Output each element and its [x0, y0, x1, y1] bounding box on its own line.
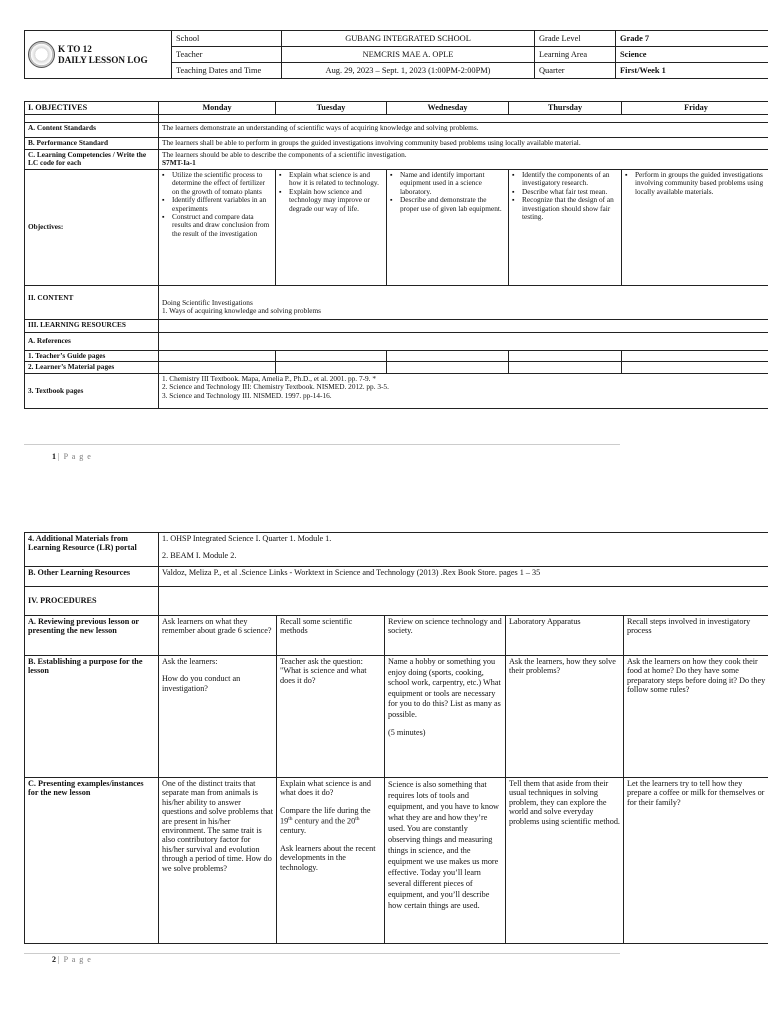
textbook-pages-label: 3. Textbook pages	[25, 373, 159, 408]
competency-text: The learners should be able to describe the components of a scientific investigation.	[162, 150, 407, 159]
list-item: ▪ Perform in groups the guided investigations involving community based problems using locally available materials.	[625, 171, 767, 196]
competency-code: S7MT-Ia-1	[162, 158, 196, 168]
references-label: A. References	[25, 333, 159, 351]
purpose-label: B. Establishing a purpose for the lesson	[25, 656, 159, 778]
page-label: | P a g e	[58, 955, 92, 964]
performance-standard-label: B. Performance Standard	[25, 138, 159, 150]
presenting-monday: One of the distinct traits that separate man from animals is his/her ability to answer questions and solve problems that are present in his/her environment. The same trait is also contributory factor for his/her survival and evolution through a period of time. How do we solve problems?	[159, 778, 277, 944]
school-label: School	[172, 31, 282, 47]
purpose-wednesday-text: Name a hobby or something you enjoy doing (sports, cooking, school work, carpentry, etc.) What equipment or tools are necessary for you to do this? List as many as possible.	[388, 657, 501, 719]
additional-line1: 1. OHSP Integrated Science I. Quarter 1. Module 1.	[162, 534, 332, 543]
objectives-table	[24, 101, 768, 409]
lm-pages-label: 2. Learner’s Material pages	[25, 362, 159, 373]
textbook-line: 1. Chemistry III Textbook. Mapa, Amelia P., Ph.D., et al. 2001. pp. 7-9. *	[162, 373, 376, 383]
objectives-thursday	[509, 170, 622, 286]
purpose-monday-line1: Ask the learners:	[162, 657, 218, 666]
procedures-heading: IV. PROCEDURES	[25, 587, 159, 616]
review-friday: Recall steps involved in investigatory process	[624, 616, 768, 656]
page1-footer	[52, 452, 92, 461]
day-wednesday: Wednesday	[387, 102, 509, 115]
area-label: Learning Area	[535, 47, 616, 63]
resources-heading: III. LEARNING RESOURCES	[25, 320, 159, 333]
review-label: A. Reviewing previous lesson or presenting the new lesson	[25, 616, 159, 656]
grade-value: Grade 7	[616, 31, 768, 47]
presenting-tuesday-line3: Ask learners about the recent developments in the technology.	[280, 843, 376, 872]
presenting-friday: Let the learners try to tell how they prepare a coffee or milk for themselves or for their family?	[624, 778, 768, 944]
other-resources-label: B. Other Learning Resources	[25, 567, 159, 587]
page-number: 1	[52, 452, 56, 461]
additional-materials-label: 4. Additional Materials from Learning Resource (LR) portal	[25, 533, 159, 567]
content-standards-text: The learners demonstrate an understanding of scientific ways of acquiring knowledge and solving problems.	[159, 123, 768, 138]
procedures-table	[24, 532, 768, 944]
day-friday: Friday	[622, 102, 768, 115]
objectives-wednesday	[387, 170, 509, 286]
day-tuesday: Tuesday	[276, 102, 387, 115]
deped-seal-icon	[28, 41, 55, 68]
textbook-line: 3. Science and Technology III. NISMED. 1997. pp-14-16.	[162, 390, 332, 400]
presenting-thursday: Tell them that aside from their usual techniques in solving problem, they can explore the world and solve everyday problems using scientific method.	[506, 778, 624, 944]
performance-standard-text: The learners shall be able to perform in groups the guided investigations involving community based problems using locally available material.	[159, 138, 768, 150]
page2-footer-rule	[24, 953, 620, 954]
list-item: ▪ Name and identify important equipment used in a science laboratory.	[390, 171, 505, 196]
content-cell	[159, 286, 768, 320]
tg-pages-label: 1. Teacher’s Guide pages	[25, 351, 159, 362]
additional-materials-cell	[159, 533, 768, 567]
list-item: ▪ Construct and compare data results and draw conclusion from the result of the investigation	[162, 213, 272, 238]
purpose-tuesday: Teacher ask the question: "What is science and what does it do?	[277, 656, 385, 778]
teacher-label: Teacher	[172, 47, 282, 63]
presenting-tuesday-line1: Explain what science is and what does it do?	[280, 779, 371, 798]
purpose-monday-line2: How do you conduct an investigation?	[162, 674, 241, 693]
dates-value: Aug. 29, 2023 – Sept. 1, 2023 (1:00PM-2:00PM)	[282, 63, 535, 79]
objectives-monday	[159, 170, 276, 286]
content-standards-label: A. Content Standards	[25, 123, 159, 138]
list-item: ▪ Utilize the scientific process to determine the effect of fertilizer on the growth of tomato plants	[162, 171, 272, 196]
quarter-value: First/Week 1	[616, 63, 768, 79]
presenting-tuesday	[277, 778, 385, 944]
additional-line2: 2. BEAM I. Module 2.	[162, 551, 237, 561]
objectives-heading: I. OBJECTIVES	[25, 102, 159, 115]
day-monday: Monday	[159, 102, 276, 115]
presenting-label: C. Presenting examples/instances for the new lesson	[25, 778, 159, 944]
page-number: 2	[52, 955, 56, 964]
competency-label: C. Learning Competencies / Write the LC code for each	[25, 150, 159, 170]
list-item: ▪ Describe what fair test mean.	[512, 188, 618, 196]
review-wednesday: Review on science technology and society.	[385, 616, 506, 656]
purpose-wednesday	[385, 656, 506, 778]
purpose-wednesday-time: (5 minutes)	[388, 728, 426, 737]
textbook-line: 2. Science and Technology III: Chemistry Textbook. NISMED. 2012. pp. 3-5.	[162, 382, 389, 392]
teacher-value: NEMCRIS MAE A. OPLE	[282, 47, 535, 63]
area-value: Science	[616, 47, 768, 63]
content-line1: Doing Scientific Investigations	[162, 298, 253, 307]
list-item: ▪ Identify the components of an investigatory research.	[512, 171, 618, 188]
quarter-label: Quarter	[535, 63, 616, 79]
logo-cell	[25, 31, 172, 79]
review-monday: Ask learners on what they remember about grade 6 science?	[159, 616, 277, 656]
list-item: ▪ Explain what science is and how it is related to technology.	[279, 171, 383, 188]
page-label: | P a g e	[58, 452, 92, 461]
presenting-tuesday-line2: Compare the life during the 19th century and the 20th century.	[280, 805, 371, 836]
list-item: ▪ Identify different variables in an experiments	[162, 196, 272, 213]
purpose-friday: Ask the learners on how they cook their food at home? Do they have some preparatory steps before doing it? Do they follow some rules?	[624, 656, 768, 778]
other-resources-text: Valdoz, Meliza P., et al .Science Links - Worktext in Science and Technology (2013) .Rex Book Store. pages 1 – 35	[159, 567, 768, 587]
purpose-monday	[159, 656, 277, 778]
header-table	[24, 30, 768, 79]
purpose-thursday: Ask the learners, how they solve their problems?	[506, 656, 624, 778]
content-line2: 1. Ways of acquiring knowledge and solving problems	[162, 306, 321, 316]
log-title: K TO 12 DAILY LESSON LOG	[58, 44, 148, 65]
grade-label: Grade Level	[535, 31, 616, 47]
list-item: ▪ Explain how science and technology may improve or degrade our way of life.	[279, 188, 383, 213]
review-tuesday: Recall some scientific methods	[277, 616, 385, 656]
competency-cell	[159, 150, 768, 170]
objectives-friday	[622, 170, 768, 286]
review-thursday: Laboratory Apparatus	[506, 616, 624, 656]
textbook-pages-cell	[159, 373, 768, 408]
content-heading: II. CONTENT	[25, 286, 159, 320]
dates-label: Teaching Dates and Time	[172, 63, 282, 79]
day-thursday: Thursday	[509, 102, 622, 115]
page1-footer-rule	[24, 444, 620, 445]
objectives-tuesday	[276, 170, 387, 286]
page2-footer	[52, 955, 92, 964]
list-item: ▪ Describe and demonstrate the proper use of given lab equipment.	[390, 196, 505, 213]
school-value: GUBANG INTEGRATED SCHOOL	[282, 31, 535, 47]
list-item: ▪ Recognize that the design of an investigation should show fair testing.	[512, 196, 618, 221]
objectives-label: Objectives:	[25, 170, 159, 286]
presenting-wednesday: Science is also something that requires lots of tools and equipment, and you have to know what they are and how they’re used. You are constantly observing things and measuring things in science, and the equipment we use makes us more effective. Today you’ll learn several different pieces of equipment, and you’ll describe how certain things are used.	[385, 778, 506, 944]
